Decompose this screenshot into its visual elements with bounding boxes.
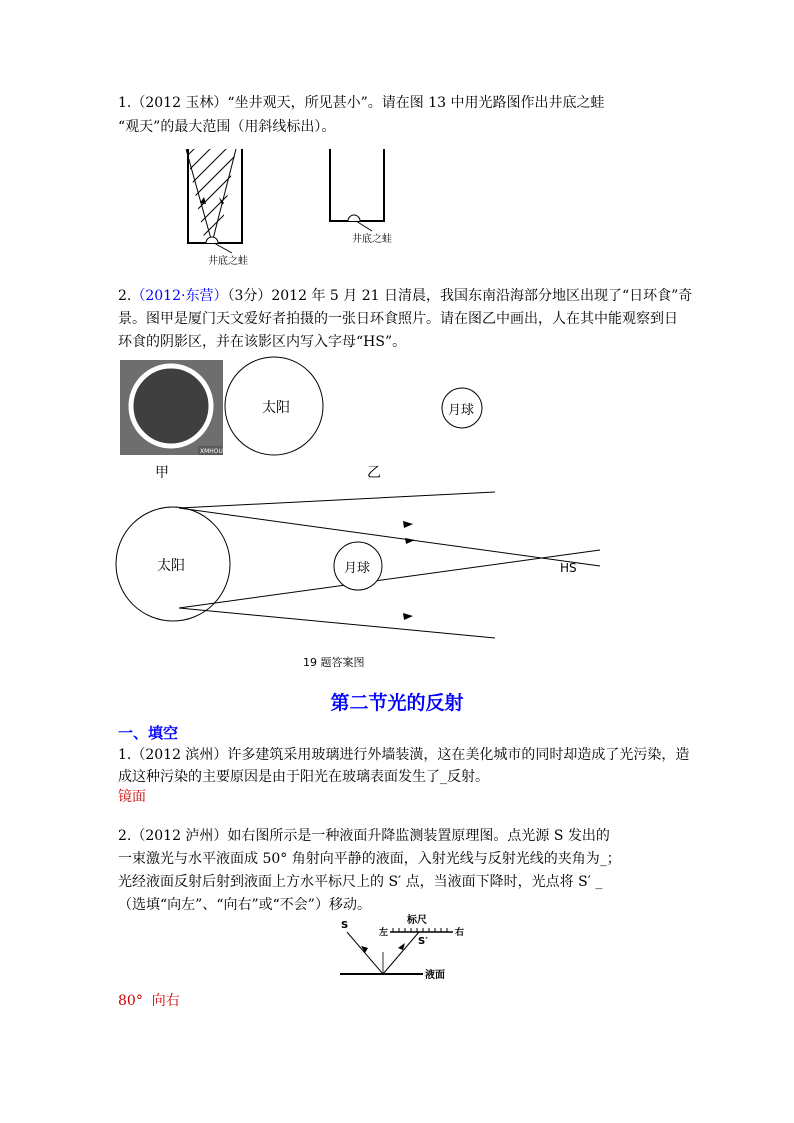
f2-line1: 2.（2012 泸州）如右图所示是一种液面升降监测装置原理图。点光源 S 发出的 (118, 828, 610, 844)
f2-line4: （选填“向左”、“向右”或“不会”）移动。 (118, 897, 371, 913)
fig-s-label: S (341, 920, 349, 931)
answer-moon-label: 月球 (344, 561, 371, 576)
q2-line1 (118, 285, 692, 307)
fig-s-prime-label: S′ (418, 936, 428, 947)
q2-number: 2. (118, 288, 132, 304)
label-yi: 乙 (367, 465, 381, 481)
fig-ruler-label: 标尺 (407, 915, 427, 926)
sun-moon-figure (222, 358, 512, 458)
liquid-level-figure (335, 912, 470, 987)
f2-answer: 80° 向右 (118, 993, 180, 1009)
f1-answer: 镜面 (118, 789, 146, 805)
f2-line3: 光经液面反射后射到液面上方水平标尺上的 S′ 点，当液面下降时，光点将 S′ _ (118, 874, 603, 890)
fig-right-label: 右 (455, 928, 465, 938)
answer-caption: 19 题答案图 (303, 656, 365, 669)
well-figure-blank (322, 145, 412, 245)
fig-left-label: 左 (379, 928, 389, 938)
f1-line1: 1.（2012 滨州）许多建筑采用玻璃进行外墙装潢，这在美化城市的同时却造成了光污染，造 (118, 747, 690, 763)
answer-sun-label: 太阳 (157, 558, 185, 574)
q2-line1-text: （3分）2012 年 5 月 21 日清晨，我国东南沿海部分地区出现了“日环食”奇 (227, 288, 693, 304)
section-title: 第二节光的反射 (330, 692, 464, 714)
f2-line2: 一束激光与水平液面成 50° 角射向平静的液面，入射光线与反射光线的夹角为_； (118, 851, 621, 867)
frog-label-right: 井底之蛙 (352, 234, 392, 245)
photo-watermark: XMHOUSE (200, 448, 231, 455)
section-subtitle: 一、填空 (118, 724, 179, 742)
frog-label-left: 井底之蛙 (208, 256, 248, 267)
f1-line2: 成这种污染的主要原因是由于阳光在玻璃表面发生了_反射。 (118, 769, 489, 785)
eclipse-answer-diagram (115, 488, 615, 648)
q2-line3: 环食的阴影区，并在该影区内写入字母“HS”。 (118, 334, 407, 350)
answer-hs-label: HS (560, 561, 577, 575)
fig-surface-label: 液面 (425, 970, 445, 981)
fig-sun-label: 太阳 (262, 400, 290, 416)
q2-line2: 景。图甲是厦门天文爱好者拍摄的一张日环食照片。请在图乙中画出，人在其中能观察到日 (118, 311, 678, 327)
label-jia: 甲 (155, 465, 169, 481)
q1-line1: 1.（2012 玉林）“坐井观天，所见甚小”。请在图 13 中用光路图作出井底之蛙 (118, 95, 605, 111)
q1-line2: “观天”的最大范围（用斜线标出）。 (118, 119, 336, 135)
q2-source: （2012·东营） (131, 288, 228, 304)
fig-moon-label: 月球 (448, 403, 475, 418)
eclipse-photo (120, 360, 231, 455)
well-figure-answer (178, 145, 268, 270)
